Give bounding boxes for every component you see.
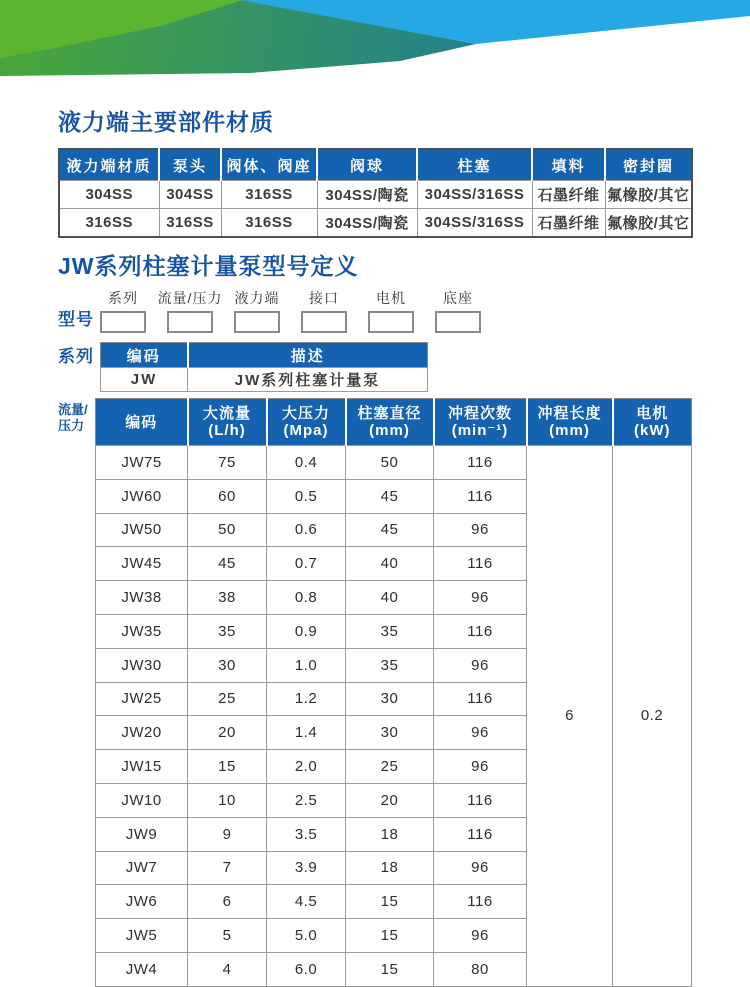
materials-row <box>59 181 692 209</box>
pump-cell: 30 <box>346 716 434 750</box>
pump-header-unit: (mm) <box>549 422 590 439</box>
pump-cell: 40 <box>346 581 434 615</box>
model-segment <box>157 288 223 333</box>
pump-cell: 3.9 <box>267 851 346 885</box>
pump-cell: 15 <box>346 952 434 986</box>
materials-header-cell: 柱塞 <box>417 149 532 181</box>
pump-cell: 0.8 <box>267 581 346 615</box>
model-segment-label: 系列 <box>108 290 138 306</box>
pump-cell: 116 <box>434 817 527 851</box>
flow-pressure-side-label <box>58 398 95 434</box>
pump-cell-code: JW15 <box>96 750 188 784</box>
pump-cell: 30 <box>188 648 267 682</box>
pump-cell: 116 <box>434 885 527 919</box>
pump-cell: 4 <box>188 952 267 986</box>
flow-pressure-label-line1: 流量/ <box>58 402 88 417</box>
pump-cell: 5 <box>188 919 267 953</box>
pump-cell-code: JW9 <box>96 817 188 851</box>
pump-cell: 96 <box>434 648 527 682</box>
pump-cell: 3.5 <box>267 817 346 851</box>
pump-header-unit: (min⁻¹) <box>451 422 509 439</box>
materials-cell: 316SS <box>221 181 317 209</box>
pump-header-unit: (mm) <box>369 422 410 439</box>
pump-cell-code: JW50 <box>96 513 188 547</box>
pump-cell: 4.5 <box>267 885 346 919</box>
materials-row <box>59 209 692 238</box>
pump-cell: 35 <box>346 648 434 682</box>
pump-cell: 116 <box>434 479 527 513</box>
pump-cell: 0.4 <box>267 446 346 480</box>
materials-cell: 316SS <box>59 209 159 238</box>
model-segment-box <box>234 311 280 333</box>
materials-header-cell: 阀球 <box>317 149 417 181</box>
model-segment-box <box>167 311 213 333</box>
pump-header-name: 柱塞直径 <box>357 405 422 422</box>
pump-cell: 5.0 <box>267 919 346 953</box>
series-side-label: 系列 <box>58 347 94 366</box>
pump-cell: 30 <box>346 682 434 716</box>
materials-cell: 304SS <box>59 181 159 209</box>
model-segment-label: 底座 <box>443 290 473 306</box>
series-cell: JW <box>101 368 188 392</box>
pump-header-cell <box>346 399 434 446</box>
model-segment <box>435 288 481 333</box>
pump-header-name: 冲程长度 <box>537 405 602 422</box>
pump-cell: 35 <box>188 614 267 648</box>
banner-graphic <box>0 0 750 104</box>
pump-header-cell <box>188 399 267 446</box>
materials-cell: 石墨纤维 <box>532 181 605 209</box>
pump-cell: 18 <box>346 817 434 851</box>
pump-header-unit: (Mpa) <box>283 422 329 439</box>
materials-cell: 304SS/316SS <box>417 181 532 209</box>
materials-header-cell: 泵头 <box>159 149 221 181</box>
pump-header-cell <box>96 399 188 446</box>
pump-header-name: 编码 <box>125 413 158 431</box>
model-segment-label: 流量/压力 <box>157 290 223 306</box>
materials-header-cell: 阀体、阀座 <box>221 149 317 181</box>
pump-cell: 2.5 <box>267 783 346 817</box>
model-segment <box>301 288 347 333</box>
materials-cell: 氟橡胶/其它 <box>605 181 692 209</box>
section-title-model-definition: JW系列柱塞计量泵型号定义 <box>58 253 359 279</box>
pump-cell-code: JW6 <box>96 885 188 919</box>
materials-cell: 石墨纤维 <box>532 209 605 238</box>
pump-cell-motor: 0.2 <box>613 446 692 987</box>
pump-row <box>96 446 692 480</box>
materials-cell: 304SS/陶瓷 <box>317 209 417 238</box>
model-segment-box <box>435 311 481 333</box>
pump-cell-code: JW75 <box>96 446 188 480</box>
pump-cell: 18 <box>346 851 434 885</box>
pump-cell: 0.5 <box>267 479 346 513</box>
pump-header-unit: (L/h) <box>208 422 246 439</box>
pump-cell: 15 <box>346 919 434 953</box>
pump-cell: 40 <box>346 547 434 581</box>
pump-cell: 15 <box>346 885 434 919</box>
pump-cell-code: JW25 <box>96 682 188 716</box>
pump-cell: 2.0 <box>267 750 346 784</box>
series-table <box>100 342 428 392</box>
model-segment-box <box>368 311 414 333</box>
flow-pressure-label-line2: 压力 <box>58 418 85 433</box>
pump-cell: 116 <box>434 682 527 716</box>
series-header-row <box>101 343 428 368</box>
pump-cell-code: JW20 <box>96 716 188 750</box>
pump-cell: 96 <box>434 513 527 547</box>
pump-cell: 96 <box>434 581 527 615</box>
pump-cell: 60 <box>188 479 267 513</box>
pump-cell: 96 <box>434 750 527 784</box>
pump-cell: 45 <box>346 513 434 547</box>
pump-cell: 0.6 <box>267 513 346 547</box>
pump-cell: 50 <box>188 513 267 547</box>
pump-cell: 6.0 <box>267 952 346 986</box>
pump-cell: 45 <box>346 479 434 513</box>
pump-cell: 116 <box>434 614 527 648</box>
series-cell: JW系列柱塞计量泵 <box>188 368 428 392</box>
model-segment-box <box>301 311 347 333</box>
pump-cell-code: JW38 <box>96 581 188 615</box>
section-title-materials: 液力端主要部件材质 <box>58 109 274 135</box>
pump-cell-code: JW45 <box>96 547 188 581</box>
series-section <box>58 342 694 392</box>
pump-cell: 6 <box>188 885 267 919</box>
model-code-diagram <box>58 288 694 333</box>
pump-header-cell <box>267 399 346 446</box>
pump-cell: 116 <box>434 547 527 581</box>
materials-table <box>58 148 693 238</box>
materials-header-cell: 液力端材质 <box>59 149 159 181</box>
pump-cell: 116 <box>434 783 527 817</box>
pump-cell: 25 <box>346 750 434 784</box>
pump-cell: 1.4 <box>267 716 346 750</box>
pump-cell: 1.0 <box>267 648 346 682</box>
pump-cell: 38 <box>188 581 267 615</box>
pump-header-cell <box>527 399 613 446</box>
materials-cell: 316SS <box>159 209 221 238</box>
pump-cell: 75 <box>188 446 267 480</box>
pump-cell: 35 <box>346 614 434 648</box>
pump-cell-stroke-length: 6 <box>527 446 613 987</box>
materials-cell: 304SS/陶瓷 <box>317 181 417 209</box>
model-segment-label: 液力端 <box>234 290 280 306</box>
pump-cell-code: JW30 <box>96 648 188 682</box>
pump-spec-table <box>95 398 692 987</box>
pump-cell: 50 <box>346 446 434 480</box>
pump-header-cell <box>434 399 527 446</box>
pump-cell: 0.7 <box>267 547 346 581</box>
materials-cell: 氟橡胶/其它 <box>605 209 692 238</box>
pump-cell: 45 <box>188 547 267 581</box>
pump-cell-code: JW5 <box>96 919 188 953</box>
pump-cell-code: JW7 <box>96 851 188 885</box>
model-segment-label: 电机 <box>376 290 406 306</box>
materials-cell: 304SS <box>159 181 221 209</box>
pump-cell: 96 <box>434 919 527 953</box>
materials-header-cell: 密封圈 <box>605 149 692 181</box>
model-row-label: 型号 <box>58 310 94 329</box>
pump-cell: 7 <box>188 851 267 885</box>
pump-cell: 80 <box>434 952 527 986</box>
pump-cell: 0.9 <box>267 614 346 648</box>
pump-cell: 96 <box>434 716 527 750</box>
pump-cell-code: JW35 <box>96 614 188 648</box>
pump-cell: 116 <box>434 446 527 480</box>
series-row <box>101 368 428 392</box>
series-header-cell: 编码 <box>101 343 188 368</box>
model-segments <box>100 288 502 333</box>
pump-cell-code: JW10 <box>96 783 188 817</box>
pump-header-name: 大压力 <box>281 405 330 422</box>
model-segment <box>368 288 414 333</box>
model-segment-box <box>100 311 146 333</box>
pump-header-unit: (kW) <box>634 422 671 439</box>
pump-cell-code: JW4 <box>96 952 188 986</box>
pump-cell: 1.2 <box>267 682 346 716</box>
pump-header-cell <box>613 399 692 446</box>
pump-cell: 9 <box>188 817 267 851</box>
model-segment-label: 接口 <box>309 290 339 306</box>
pump-cell-code: JW60 <box>96 479 188 513</box>
pump-cell: 25 <box>188 682 267 716</box>
model-segment <box>234 288 280 333</box>
pump-header-name: 电机 <box>636 405 669 422</box>
materials-header-row <box>59 149 692 181</box>
materials-cell: 316SS <box>221 209 317 238</box>
pump-cell: 20 <box>188 716 267 750</box>
pump-cell: 10 <box>188 783 267 817</box>
model-segment <box>100 288 146 333</box>
pump-header-name: 大流量 <box>202 405 251 422</box>
pump-header-name: 冲程次数 <box>447 405 512 422</box>
pump-cell: 20 <box>346 783 434 817</box>
materials-header-cell: 填料 <box>532 149 605 181</box>
series-header-cell: 描述 <box>188 343 428 368</box>
pump-cell: 96 <box>434 851 527 885</box>
materials-cell: 304SS/316SS <box>417 209 532 238</box>
pump-header-row <box>96 399 692 446</box>
flow-pressure-section <box>58 398 694 987</box>
pump-cell: 15 <box>188 750 267 784</box>
